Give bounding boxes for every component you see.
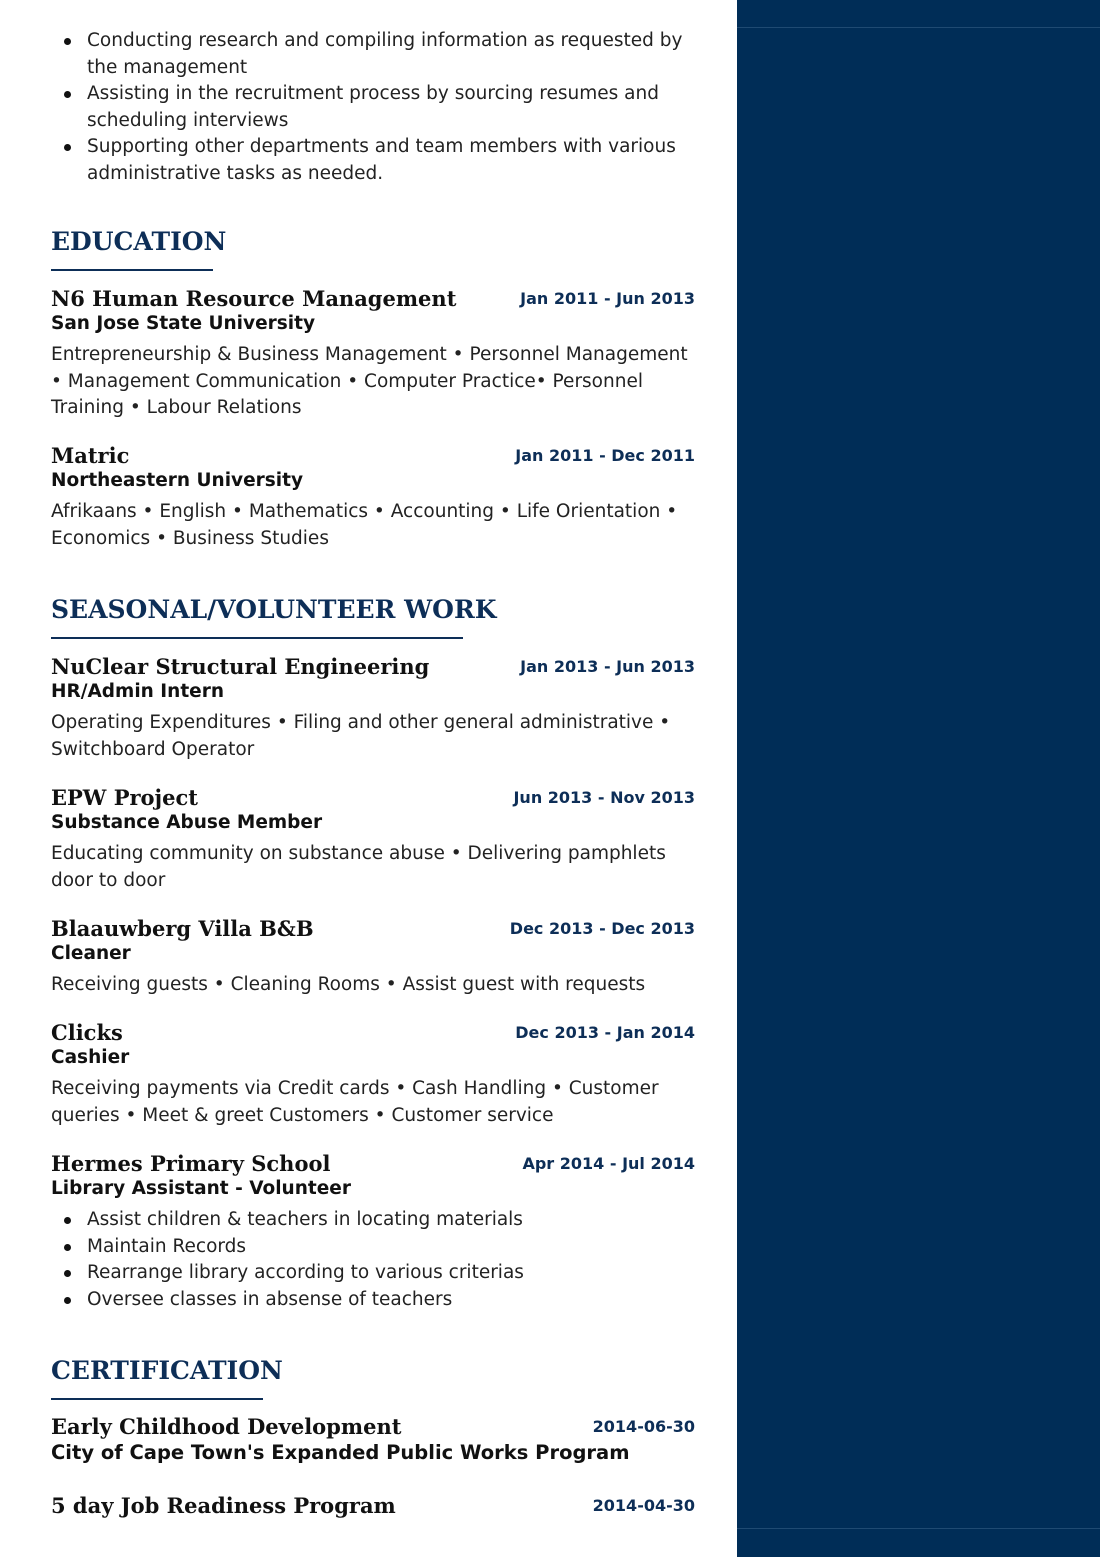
item-title: NuClear Structural Engineering	[51, 654, 430, 679]
item-date: 2014-06-30	[592, 1417, 695, 1436]
volunteer-item	[51, 654, 695, 763]
item-institution: Northeastern University	[51, 470, 304, 491]
certification-item	[51, 1414, 695, 1464]
experience-bullets	[51, 28, 695, 187]
item-role: Substance Abuse Member	[51, 812, 323, 833]
education-rule	[51, 269, 213, 271]
list-item: Maintain Records	[51, 1234, 695, 1261]
item-title: EPW Project	[51, 785, 198, 810]
list-item: Conducting research and compiling information as requested by the management	[51, 28, 695, 81]
certification-rule	[51, 1398, 263, 1400]
sidebar-panel	[737, 0, 1100, 1557]
volunteer-rule	[51, 637, 463, 639]
item-title: Blaauwberg Villa B&B	[51, 916, 314, 941]
item-description: Educating community on substance abuse • Delivering pamphlets door to door	[51, 843, 666, 891]
item-date: Jan 2013 - Jun 2013	[520, 657, 695, 676]
volunteer-item	[51, 785, 695, 894]
volunteer-item	[51, 916, 695, 999]
list-item: Supporting other departments and team members with various administrative tasks as needed.	[51, 134, 695, 187]
sidebar-divider-top	[737, 27, 1100, 28]
item-description: Afrikaans • English • Mathematics • Accounting • Life Orientation • Economics • Business Studies	[51, 501, 678, 549]
item-issuer: City of Cape Town's Expanded Public Works Program	[51, 1441, 630, 1464]
item-date: Dec 2013 - Dec 2013	[509, 919, 695, 938]
item-date: Jan 2011 - Jun 2013	[520, 289, 695, 308]
item-date: 2014-04-30	[592, 1496, 695, 1515]
certification-heading: CERTIFICATION	[51, 1356, 283, 1385]
volunteer-item	[51, 1151, 695, 1313]
list-item: Assisting in the recruitment process by sourcing resumes and scheduling interviews	[51, 81, 695, 134]
item-date: Dec 2013 - Jan 2014	[515, 1023, 695, 1042]
item-role: Cleaner	[51, 943, 131, 964]
item-title: Clicks	[51, 1020, 123, 1045]
education-item	[51, 286, 695, 422]
item-title: Matric	[51, 443, 130, 468]
item-date: Jan 2011 - Dec 2011	[515, 446, 695, 465]
item-description: Entrepreneurship & Business Management • Personnel Management • Management Communication • Computer Practice• Personnel Training • Labour Relations	[51, 344, 688, 418]
item-role: Library Assistant - Volunteer	[51, 1178, 351, 1199]
list-item: Rearrange library according to various criterias	[51, 1260, 695, 1287]
item-date: Apr 2014 - Jul 2014	[522, 1154, 695, 1173]
item-title: Early Childhood Development	[51, 1414, 402, 1439]
volunteer-item	[51, 1020, 695, 1129]
sidebar-divider-bottom	[737, 1528, 1100, 1529]
item-description: Operating Expenditures • Filing and other general administrative • Switchboard Operator	[51, 712, 671, 760]
item-description: Receiving payments via Credit cards • Cash Handling • Customer queries • Meet & greet Customers • Customer service	[51, 1078, 659, 1126]
item-institution: San Jose State University	[51, 313, 316, 334]
item-description: Receiving guests • Cleaning Rooms • Assist guest with requests	[51, 974, 646, 995]
list-item: Assist children & teachers in locating materials	[51, 1207, 695, 1234]
item-title: Hermes Primary School	[51, 1151, 331, 1176]
education-heading: EDUCATION	[51, 227, 227, 256]
volunteer-heading: SEASONAL/VOLUNTEER WORK	[51, 595, 497, 624]
education-item	[51, 443, 695, 552]
item-title: 5 day Job Readiness Program	[51, 1493, 396, 1518]
item-role: Cashier	[51, 1047, 130, 1068]
item-title: N6 Human Resource Management	[51, 286, 457, 311]
item-role: HR/Admin Intern	[51, 681, 225, 702]
item-date: Jun 2013 - Nov 2013	[513, 788, 695, 807]
item-bullets	[51, 1207, 695, 1313]
list-item: Oversee classes in absense of teachers	[51, 1287, 695, 1314]
certification-item	[51, 1493, 695, 1518]
